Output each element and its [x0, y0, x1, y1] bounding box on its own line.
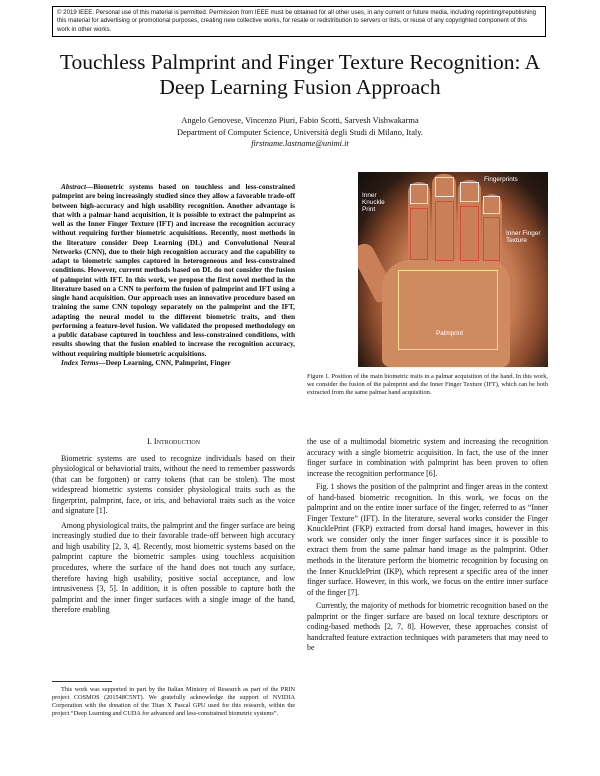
- right-column: [307, 437, 548, 654]
- paragraph: Fig. 1 shows the position of the palmprint and finger areas in the context of hand-based biometric recognition. In this work, we focus on the palmprint and on the entire inner surface of the finger, referred to as “Inner Finger Texture” (IFT). In the literature, several works consider the Finger KnucklePrint (FKP) extracted from dorsal hand images, however in this work we consider only the inner finger surfaces since it is possible to extract them from the same palmar hand image as the palmprint. Other methods in the literature perform the biometric recognition by focusing on the Inner KnucklePrint (IKP), which represent a specific area of the inner finger surface. However, in this work, we focus on the entire inner surface of the finger [7].: [307, 482, 548, 597]
- copyright-notice: © 2019 IEEE. Personal use of this material is permitted. Permission from IEEE must be obtained for all other uses, in any current or future media, including reprinting/republishing this material for advertising or promotional purposes, creating new collective works, for resale or redistribution to servers or lists, or reuse of any copyrighted component of this work in other works.: [52, 6, 546, 37]
- fingerprint-box-4: [483, 196, 500, 214]
- footnote: This work was supported in part by the Italian Ministry of Research as part of the PRIN project COSMOS (201548C5NT). We gratefully acknowledge the support of NVIDIA Corporation with the donation of the Titan X Pascal GPU used for this research, within the project “Deep Learning and CUDA for advanced and less-constrained biometric systems”.: [52, 686, 295, 717]
- ift-box-3: [460, 206, 479, 261]
- author-names: Angelo Genovese, Vincenzo Piuri, Fabio Scotti, Sarvesh Vishwakarma: [181, 116, 419, 125]
- paragraph: Among physiological traits, the palmprint and the finger surface are being increasingly studied due to their favorable trade-off between high accuracy and high usability [2, 3, 4]. Recently, most biometric systems based on the palmprint capture the biometric samples using touchless acquisition procedures, where the surface of the hand does not touch any surface, therefore having high usability, positive social acceptance, and low intrusiveness [3, 5]. In addition, it is often possible to capture both the palmprint and the inner finger surfaces with a single image of the hand, therefore enabling: [52, 520, 295, 615]
- author-affiliation: Department of Computer Science, Università degli Studi di Milano, Italy.: [177, 127, 423, 137]
- author-block: [40, 115, 560, 150]
- abstract: [52, 183, 295, 368]
- paragraph: Currently, the majority of methods for biometric recognition based on the palmprint or the finger surface are based on local texture descriptors or coding-based methods [2, 7, 8]. However, these approaches consist of handcrafted feature extraction techniques with parameters that may need to be: [307, 601, 548, 653]
- ift-box-1: [410, 208, 428, 260]
- ift-box-2: [435, 201, 454, 261]
- label-palmprint: Palmprint: [436, 330, 463, 337]
- figure-caption: Figure 1. Position of the main biometric traits in a palmar acquisition of the hand. In this work, we consider the fusion of the palmprint and the Inner Finger Texture (IFT), which can be both extracted from the same palmar hand acquisition.: [307, 373, 548, 396]
- section-heading: I. Introduction: [146, 437, 201, 446]
- ift-box-4: [483, 217, 500, 261]
- paragraph: the use of a multimodal biometric system and increasing the recognition accuracy with a single biometric acquisition. In fact, the use of the inner finger surface in combination with palmprint has been proven to often increase the recognition performance [6].: [307, 437, 548, 478]
- abstract-text: —Biometric systems based on touchless and less-constrained palmprint are being increasingly studied since they allow a favorable trade-off between high-accuracy and high usability recognition. Another advantage is that with a palmar hand acquisition, it is possible to extract the palmprint as well as the Inner Finger Texture (IFT) and increase the recognition accuracy without requiring further biometric acquisitions. Recently, most methods in the literature consider Deep Learning (DL) and Convolutional Neural Networks (CNN), due to their high recognition accuracy and the capability to adapt to biometric samples captured in heterogeneous and less-constrained conditions. However, current methods based on DL do not consider the fusion of palmprint with IFT. In this work, we propose the first novel method in the literature based on a CNN to perform the fusion of palmprint and IFT using a single hand acquisition. Our approach uses an innovative procedure based on training the same CNN topology separately on the palmprint and the IFT, adapting the neural model to the different biometric traits, and then performing a feature-level fusion. We validated the proposed methodology on a public database captured in touchless and less-constrained conditions, with results showing that the fusion enabled to increase the recognition accuracy, without requiring multiple biometric acquisitions.: [52, 183, 295, 358]
- label-inner-finger-texture: Inner Finger Texture: [506, 230, 541, 244]
- fingerprint-box-1: [410, 184, 428, 204]
- index-terms-text: —Deep Learning, CNN, Palmprint, Finger: [98, 358, 231, 367]
- paper-title: Touchless Palmprint and Finger Texture Recognition: A Deep Learning Fusion Approach: [59, 50, 541, 99]
- hand-photo: [358, 172, 548, 367]
- figure-1: [307, 172, 548, 397]
- abstract-label: Abstract: [61, 183, 86, 191]
- index-terms-label: Index Terms: [61, 358, 99, 367]
- fingerprint-box-2: [435, 177, 454, 197]
- label-fingerprints: Fingerprints: [484, 176, 518, 183]
- author-email: firstname.lastname@unimi.it: [251, 139, 349, 149]
- palmprint-box: [398, 270, 498, 350]
- left-column: [52, 437, 295, 616]
- footnote-rule: [52, 681, 112, 682]
- fingerprint-box-3: [460, 182, 479, 202]
- label-inner-knuckle-print: Inner Knuckle Print: [362, 192, 385, 213]
- paragraph: Biometric systems are used to recognize individuals based on their physiological or behaviorial traits, without the need to remember passwords (that can be forgotten) or carry tokens (that can be stolen). The most widespread biometric systems consider physiological traits such as the fingerprint, palmprint, face, or iris, and behavioral traits such as the voice and signature [1].: [52, 453, 295, 516]
